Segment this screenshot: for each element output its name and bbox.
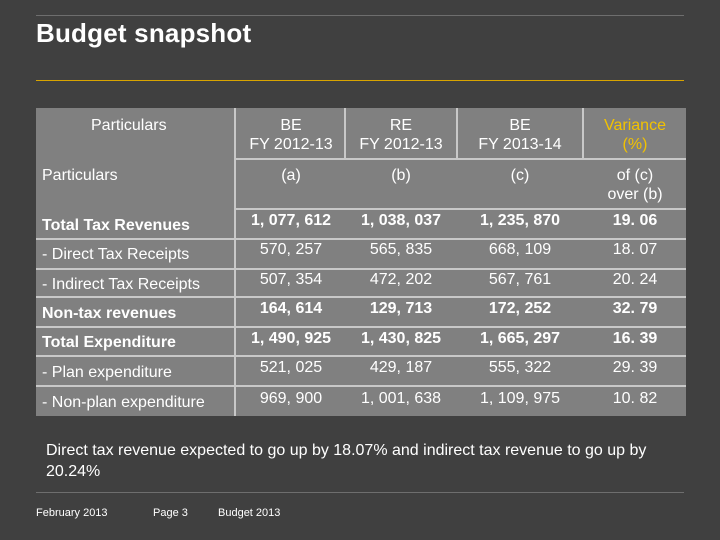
- top-divider: [36, 15, 684, 16]
- subheader-c: (c): [510, 167, 530, 184]
- header-re-2012: RE FY 2012-13: [359, 117, 443, 153]
- subheader-particulars: Particulars: [42, 167, 118, 184]
- subheader-a: (a): [281, 167, 301, 184]
- footer-document: Budget 2013: [218, 507, 281, 519]
- header-variance: Variance (%): [604, 117, 666, 153]
- title-underline: [36, 80, 684, 81]
- footer-divider: [36, 492, 684, 493]
- summary-note: Direct tax revenue expected to go up by 18.07% and indirect tax revenue to go up by 20.24%: [46, 442, 647, 480]
- footer-page: Page 3: [153, 507, 188, 519]
- budget-table: Particulars BE FY 2012-13 RE FY 2012-13 BE FY 2013-14 Variance (%) Particulars (a) (b) (c) of (c) over (b) Total Tax Revenues 1, 077, 612 1, 038, 037 1, 235, 870 19. 06 - Direct Tax Receipts 570, 257 565, 835 668, 109 18. 07 - Indirect Tax Receipts 507, 354 472, 202 567, 761 20. 24 Non-tax revenues 164, 614 129, 713 172, 252 32. 79 Total Expenditure 1, 490, 925 1, 430, 825 1, 665, 297 16. 39 - Plan expenditure 521, 025 429, 187 555, 322 29. 39 - Non-plan expenditure 969, 900 1, 001, 638 1, 109, 975 10. 82: [36, 108, 686, 416]
- header-be-2013: BE FY 2013-14: [478, 117, 562, 153]
- footer-date: February 2013: [36, 507, 108, 519]
- header-be-2012: BE FY 2012-13: [249, 117, 333, 153]
- header-particulars: Particulars: [91, 117, 167, 134]
- subheader-b: (b): [391, 167, 411, 184]
- page-title: Budget snapshot: [36, 18, 252, 48]
- subheader-variance: of (c) over (b): [607, 167, 663, 203]
